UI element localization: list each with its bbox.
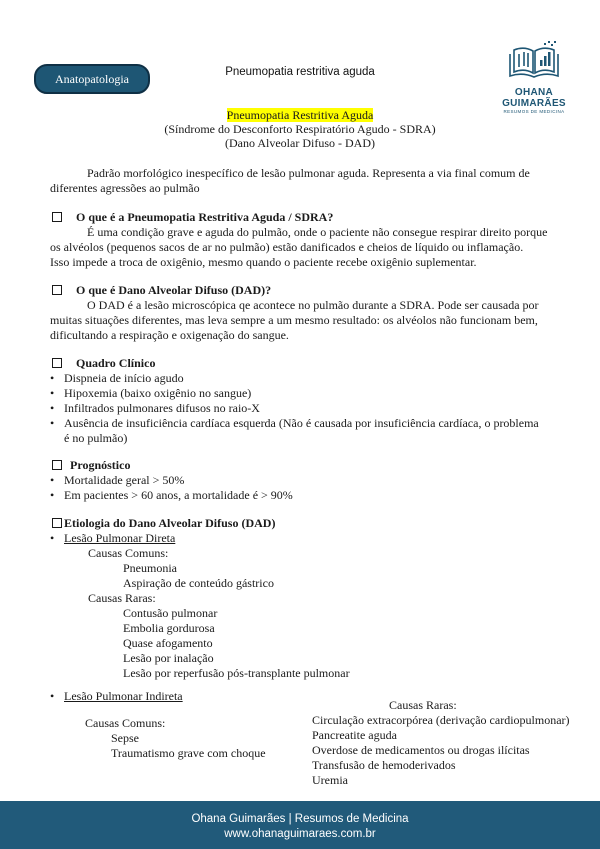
intro-line-1: Padrão morfológico inespecífico de lesão pulmonar aguda. Representa a via final comum de: [87, 166, 530, 180]
lesao-direta-item: • Lesão Pulmonar Direta: [50, 531, 176, 545]
list-item: • Dispneia de início agudo: [50, 371, 184, 385]
list-item: Aspiração de conteúdo gástrico: [123, 576, 274, 590]
checkbox-icon: [52, 518, 62, 528]
page-header-title: Pneumopatia restritiva aguda: [225, 66, 375, 78]
list-item: Overdose de medicamentos ou drogas ilícitas: [312, 743, 530, 757]
document-title-block: [0, 108, 600, 150]
section-badge: Anatopatologia: [34, 64, 150, 94]
list-item: Uremia: [312, 773, 348, 787]
list-item: Sepse: [111, 731, 139, 745]
list-item: • Em pacientes > 60 anos, a mortalidade é > 90%: [50, 488, 293, 502]
checkbox-icon: [52, 212, 62, 222]
page-footer: [0, 801, 600, 849]
indireta-comuns-label: Causas Comuns:: [85, 716, 166, 730]
list-item: Pneumonia: [123, 561, 177, 575]
q1-line-2: os alvéolos (pequenos sacos de ar no pulmão) estão danificados e cheios de líquido ou inflamação.: [50, 240, 524, 254]
checkbox-icon: [52, 285, 62, 295]
lesao-indireta-item: • Lesão Pulmonar Indireta: [50, 689, 183, 703]
direta-raras-label: Causas Raras:: [88, 591, 156, 605]
list-item: Contusão pulmonar: [123, 606, 218, 620]
q1-line-3: Isso impede a troca de oxigênio, mesmo quando o paciente recebe oxigênio suplementar.: [50, 255, 477, 269]
list-item: Lesão por reperfusão pós-transplante pulmonar: [123, 666, 350, 680]
q2-line-3: dificultando a respiração e oxigenação do sangue.: [50, 328, 289, 342]
book-logo-icon: [504, 40, 564, 80]
list-item: Traumatismo grave com choque: [111, 746, 266, 760]
indireta-raras-label: Causas Raras:: [389, 698, 457, 712]
intro-line-2: diferentes agressões ao pulmão: [50, 181, 200, 195]
etiologia-heading: Etiologia do Dano Alveolar Difuso (DAD): [52, 516, 275, 531]
brand-logo: [484, 40, 584, 114]
list-item: • Infiltrados pulmonares difusos no raio-X: [50, 401, 260, 415]
document-title: Pneumopatia Restritiva Aguda: [226, 108, 374, 122]
prognostico-heading: Prognóstico: [52, 458, 130, 473]
q2-line-2: muitas situações diferentes, mas leva sempre a um mesmo resultado: os alvéolos não funcionam bem,: [50, 313, 538, 327]
checkbox-icon: [52, 460, 62, 470]
checkbox-icon: [52, 358, 62, 368]
q2-heading: O que é Dano Alveolar Difuso (DAD)?: [52, 283, 271, 298]
list-item: • Hipoxemia (baixo oxigênio no sangue): [50, 386, 252, 400]
document-subtitle-dad: (Dano Alveolar Difuso - DAD): [225, 136, 375, 150]
direta-comuns-label: Causas Comuns:: [88, 546, 169, 560]
list-item: Transfusão de hemoderivados: [312, 758, 456, 772]
logo-subtitle: RESUMOS DE MEDICINA: [503, 109, 565, 114]
list-item: • Ausência de insuficiência cardíaca esquerda (Não é causada por insuficiência cardíaca, o problema: [50, 416, 539, 430]
q1-heading: O que é a Pneumopatia Restritiva Aguda / SDRA?: [52, 210, 333, 225]
logo-name: OHANA GUIMARÃES: [502, 87, 566, 109]
document-subtitle-sdra: (Síndrome do Desconforto Respiratório Agudo - SDRA): [164, 122, 436, 136]
list-item: Quase afogamento: [123, 636, 213, 650]
q1-line-1: É uma condição grave e aguda do pulmão, onde o paciente não consegue respirar direito porque: [87, 225, 548, 239]
q2-line-1: O DAD é a lesão microscópica qe acontece no pulmão durante a SDRA. Pode ser causada por: [87, 298, 539, 312]
list-item: Embolia gordurosa: [123, 621, 215, 635]
list-item: Lesão por inalação: [123, 651, 214, 665]
list-item: • Mortalidade geral > 50%: [50, 473, 185, 487]
list-item: Pancreatite aguda: [312, 728, 397, 742]
list-item: Circulação extracorpórea (derivação cardiopulmonar): [312, 713, 570, 727]
list-item-continuation: é no pulmão): [64, 431, 128, 445]
footer-brand: Ohana Guimarães | Resumos de Medicina: [191, 813, 409, 825]
quadro-heading: Quadro Clínico: [52, 356, 155, 371]
footer-website[interactable]: www.ohanaguimaraes.com.br: [224, 828, 376, 840]
